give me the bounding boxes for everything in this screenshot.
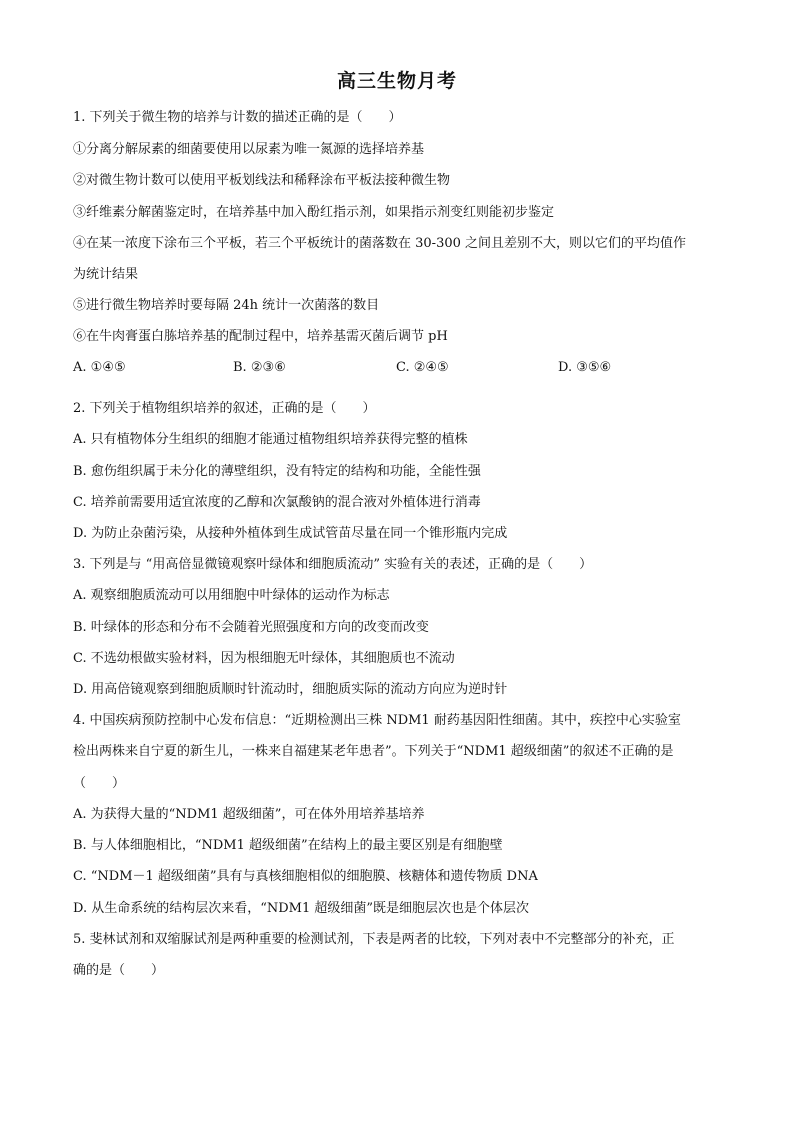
q1-item-1: ①分离分解尿素的细菌要使用以尿素为唯一氮源的选择培养基 [73,142,425,157]
q4-option-a: A. 为获得大量的“NDM1 超级细菌”，可在体外用培养基培养 [73,807,425,822]
q5-stem-line-2: 确的是（ ） [73,963,165,978]
q3-option-c: C. 不选幼根做实验材料，因为根细胞无叶绿体，其细胞质也不流动 [73,651,455,666]
q3-option-d: D. 用高倍镜观察到细胞质顺时针流动时，细胞质实际的流动方向应为逆时针 [73,682,508,697]
q1-item-2: ②对微生物计数可以使用平板划线法和稀释涂布平板法接种微生物 [73,173,451,188]
q1-item-4: ④在某一浓度下涂布三个平板，若三个平板统计的菌落数在 30-300 之间且差别不大，则以它们的平均值作 [73,236,687,251]
q4-stem-line-1: 4. 中国疾病预防控制中心发布信息：“近期检测出三株 NDM1 耐药基因阳性细菌。其中，疾控中心实验室 [73,713,681,728]
q2-option-a: A. 只有植物体分生组织的细胞才能通过植物组织培养获得完整的植株 [73,432,468,447]
q4-option-c: C. “NDM－1 超级细菌”具有与真核细胞相似的细胞膜、核糖体和遗传物质 DNA [73,869,538,884]
q5-stem-line-1: 5. 斐林试剂和双缩脲试剂是两种重要的检测试剂，下表是两者的比较，下列对表中不完整部分的补充，正 [73,932,675,947]
q2-option-d: D. 为防止杂菌污染，从接种外植体到生成试管苗尽量在同一个锥形瓶内完成 [73,526,508,541]
q4-stem-line-2: 检出两株来自宁夏的新生儿，一株来自福建某老年患者”。下列关于“NDM1 超级细菌”的叙述不正确的是 [73,744,674,759]
q1-options [73,359,713,377]
q1-option-d: D. ③⑤⑥ [558,360,612,375]
q1-option-c: C. ②④⑤ [396,360,449,375]
q1-item-5: ⑤进行微生物培养时要每隔 24h 统计一次菌落的数目 [73,298,380,313]
q1-option-b: B. ②③⑥ [233,360,286,375]
q3-option-b: B. 叶绿体的形态和分布不会随着光照强度和方向的改变而改变 [73,620,429,635]
q3-option-a: A. 观察细胞质流动可以用细胞中叶绿体的运动作为标志 [73,588,390,603]
page-title: 高三生物月考 [336,70,457,92]
q4-stem-line-3: （ ） [73,776,126,791]
q1-option-a: A. ①④⑤ [73,360,126,375]
q2-option-b: B. 愈伤组织属于未分化的薄壁组织，没有特定的结构和功能，全能性强 [73,464,481,479]
q1-item-3: ③纤维素分解菌鉴定时，在培养基中加入酚红指示剂，如果指示剂变红则能初步鉴定 [73,205,555,220]
q4-option-b: B. 与人体细胞相比，“NDM1 超级细菌”在结构上的最主要区别是有细胞壁 [73,838,503,853]
q1-item-4-cont: 为统计结果 [73,267,139,282]
q4-option-d: D. 从生命系统的结构层次来看，“NDM1 超级细菌”既是细胞层次也是个体层次 [73,901,530,916]
q2-stem: 2. 下列关于植物组织培养的叙述，正确的是（ ） [73,401,376,416]
q1-stem: 1. 下列关于微生物的培养与计数的描述正确的是（ ） [73,110,402,125]
q1-item-6: ⑥在牛肉膏蛋白胨培养基的配制过程中，培养基需灭菌后调节 pH [73,329,448,344]
q2-option-c: C. 培养前需要用适宜浓度的乙醇和次氯酸钠的混合液对外植体进行消毒 [73,495,481,510]
q3-stem: 3. 下列是与 “用高倍显微镜观察叶绿体和细胞质流动” 实验有关的表述，正确的是（ ） [73,557,593,572]
